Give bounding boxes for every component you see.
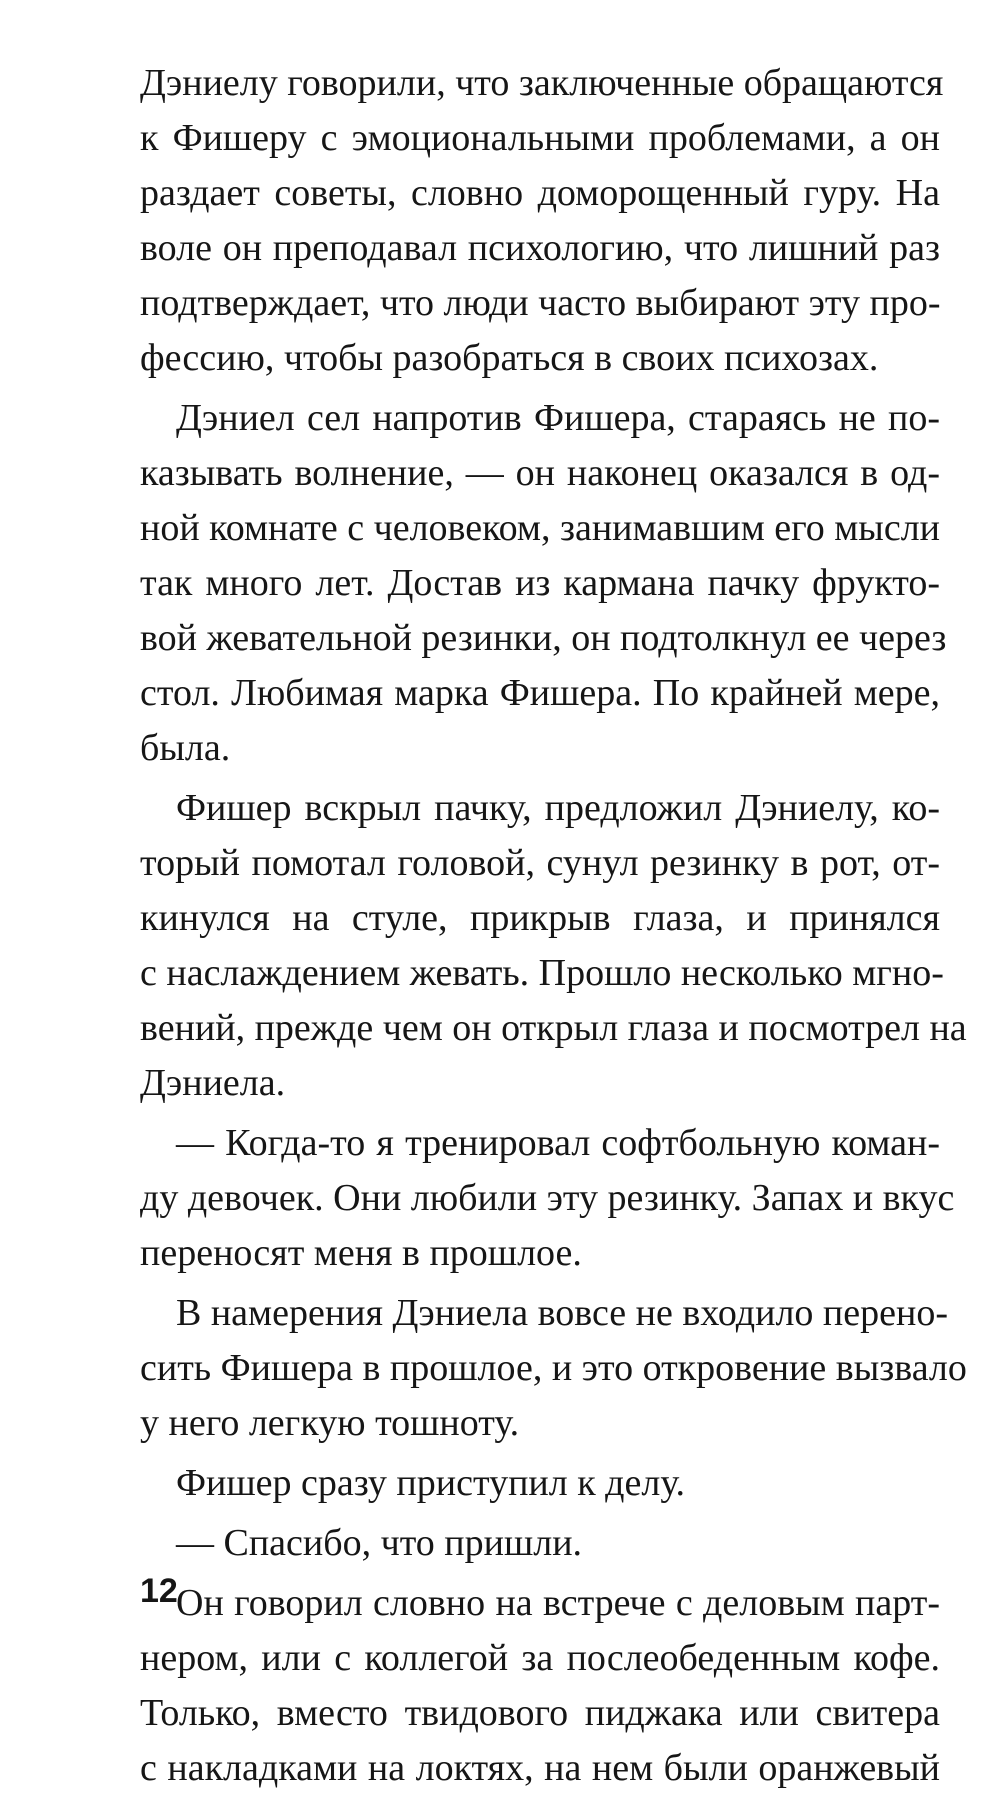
text-line: стол. Любимая марка Фишера. По крайней мере, — [140, 672, 940, 714]
text-line: — Спасибо, что пришли. — [176, 1522, 583, 1564]
text-line: кинулся на стуле, прикрыв глаза, и принялся — [140, 897, 940, 939]
body-text — [140, 56, 967, 1796]
text-line: Дэниела. — [140, 1062, 286, 1104]
text-line: ной комнате с человеком, занимавшим его мысли — [140, 507, 941, 549]
text-line: — Когда-то я тренировал софтбольную коман- — [176, 1122, 940, 1164]
text-line: с наслаждением жевать. Прошло несколько мгно- — [140, 952, 944, 994]
text-line: воле он преподавал психологию, что лишний раз — [140, 227, 940, 269]
paragraph — [140, 1116, 955, 1281]
text-line: Дэниелу говорили, что заключенные обращаются — [140, 62, 944, 104]
text-line: вой жевательной резинки, он подтолкнул ее через — [140, 617, 947, 659]
paragraph — [140, 391, 947, 776]
text-line: с накладками на локтях, на нем были оранжевый — [140, 1747, 940, 1789]
paragraph — [140, 1516, 940, 1571]
text-line: Только, вместо твидового пиджака или свитера — [140, 1692, 940, 1734]
text-line: Он говорил словно на встрече с деловым парт- — [176, 1582, 940, 1624]
text-line: В намерения Дэниела вовсе не входило перено- — [176, 1292, 948, 1334]
text-line: у него легкую тошноту. — [140, 1402, 520, 1444]
text-line: Фишер вскрыл пачку, предложил Дэниелу, ко- — [176, 787, 940, 829]
text-line: переносят меня в прошлое. — [140, 1232, 582, 1274]
text-line: сить Фишера в прошлое, и это откровение вызвало — [140, 1347, 967, 1389]
text-line: вений, прежде чем он открыл глаза и посмотрел на — [140, 1007, 967, 1049]
paragraph — [140, 1286, 967, 1451]
text-line: была. — [140, 727, 231, 769]
text-line: подтверждает, что люди часто выбирают эту про- — [140, 282, 941, 324]
text-line: фессию, чтобы разобраться в своих психозах. — [140, 337, 879, 379]
paragraph — [140, 1576, 940, 1796]
page-number: 12 — [140, 1572, 178, 1610]
text-line: раздает советы, словно доморощенный гуру. На — [140, 172, 940, 214]
text-line: нером, или с коллегой за послеобеденным кофе. — [140, 1637, 940, 1679]
text-line: торый помотал головой, сунул резинку в рот, от- — [140, 842, 940, 884]
paragraph — [140, 56, 944, 386]
text-line: Фишер сразу приступил к делу. — [176, 1462, 686, 1504]
paragraph — [140, 781, 967, 1111]
text-line: так много лет. Достав из кармана пачку фрукто- — [140, 562, 940, 604]
text-line: Дэниел сел напротив Фишера, стараясь не по- — [176, 397, 940, 439]
paragraph — [140, 1456, 940, 1511]
text-line: ду девочек. Они любили эту резинку. Запах и вкус — [140, 1177, 955, 1219]
text-line: к Фишеру с эмоциональными проблемами, а он — [140, 117, 940, 159]
text-line: казывать волнение, — он наконец оказался в од- — [140, 452, 940, 494]
